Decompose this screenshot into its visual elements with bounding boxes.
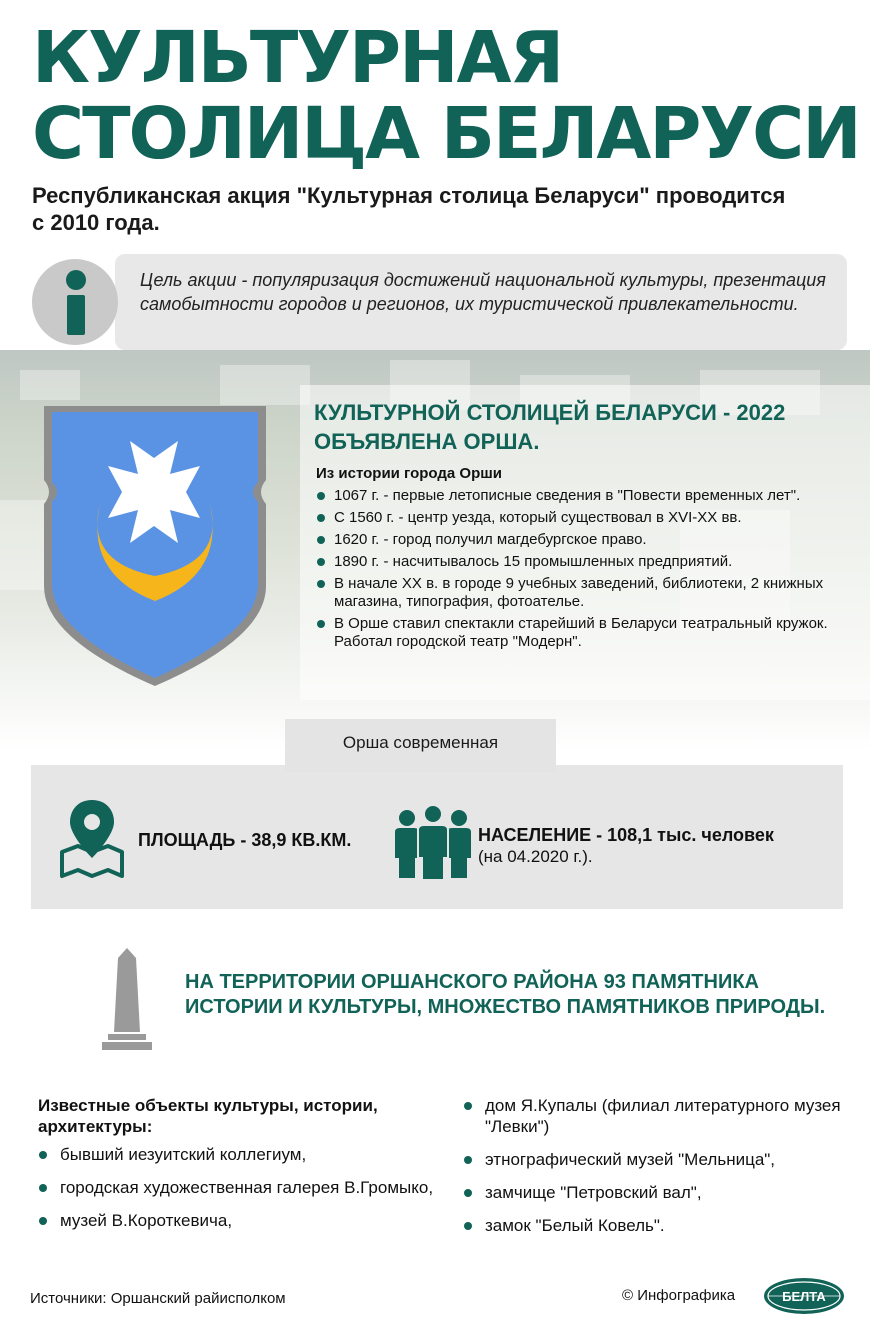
list-item: В начале XX в. в городе 9 учебных заведений, библиотеки, 2 книжных магазина, типография, фотоателье. <box>316 575 846 611</box>
belta-logo-text: БЕЛТА <box>782 1289 826 1304</box>
list-item: бывший иезуитский коллегиум, <box>38 1144 438 1165</box>
list-item: дом Я.Купалы (филиал литературного музея "Левки") <box>463 1095 853 1137</box>
list-item: С 1560 г. - центр уезда, который существовал в XVI-XX вв. <box>316 509 846 527</box>
population-stat <box>478 824 774 868</box>
population-date: (на 04.2020 г.). <box>478 847 593 866</box>
list-item: 1890 г. - насчитывалось 15 промышленных предприятий. <box>316 553 846 571</box>
population-value: НАСЕЛЕНИЕ - 108,1 тыс. человек <box>478 825 774 845</box>
info-icon-dot <box>66 270 86 290</box>
history-list <box>316 487 846 655</box>
map-pin-icon <box>56 796 128 880</box>
info-icon-stem <box>67 295 85 335</box>
objects-list-left <box>38 1144 438 1243</box>
obelisk-icon <box>100 946 154 1052</box>
page-subtitle: Республиканская акция "Культурная столица Беларуси" проводится с 2010 года. <box>32 183 786 235</box>
objects-list-right <box>463 1095 853 1248</box>
population-icon <box>390 804 476 880</box>
area-stat: ПЛОЩАДЬ - 38,9 КВ.КМ. <box>138 830 352 850</box>
info-text: Цель акции - популяризация достижений национальной культуры, презентация самобытности городов и регионов, их туристической привлекательности. <box>140 270 826 314</box>
list-item: 1620 г. - город получил магдебургское право. <box>316 531 846 549</box>
list-item: замчище "Петровский вал", <box>463 1182 853 1203</box>
list-item: замок "Белый Ковель". <box>463 1215 853 1236</box>
monuments-text: НА ТЕРРИТОРИИ ОРШАНСКОГО РАЙОНА 93 ПАМЯТНИКА ИСТОРИИ И КУЛЬТУРЫ, МНОЖЕСТВО ПАМЯТНИКОВ ПРИРОДЫ. <box>185 971 826 1018</box>
list-item: 1067 г. - первые летописные сведения в "Повести временных лет". <box>316 487 846 505</box>
orsha-coat-of-arms-icon <box>30 396 280 688</box>
belta-logo-icon <box>762 1276 846 1316</box>
list-item: этнографический музей "Мельница", <box>463 1149 853 1170</box>
objects-title: Известные объекты культуры, истории, архитектуры: <box>38 1096 378 1136</box>
page-title-line-2: СТОЛИЦА БЕЛАРУСИ <box>32 92 860 175</box>
list-item: музей В.Короткевича, <box>38 1210 438 1231</box>
orsha-heading: КУЛЬТУРНОЙ СТОЛИЦЕЙ БЕЛАРУСИ - 2022 ОБЪЯВЛЕНА ОРША. <box>314 400 786 454</box>
page-title <box>32 16 862 175</box>
page-title-line-1: КУЛЬТУРНАЯ <box>32 16 563 99</box>
sources-note: Источники: Оршанский райисполком <box>30 1290 286 1307</box>
copyright-note: © Инфографика <box>622 1287 736 1304</box>
modern-orsha-tab: Орша современная <box>285 719 556 772</box>
list-item: городская художественная галерея В.Громыко, <box>38 1177 438 1198</box>
history-title: Из истории города Орши <box>316 465 502 482</box>
list-item: В Орше ставил спектакли старейший в Беларуси театральный кружок. Работал городской театр "Модерн". <box>316 615 846 651</box>
